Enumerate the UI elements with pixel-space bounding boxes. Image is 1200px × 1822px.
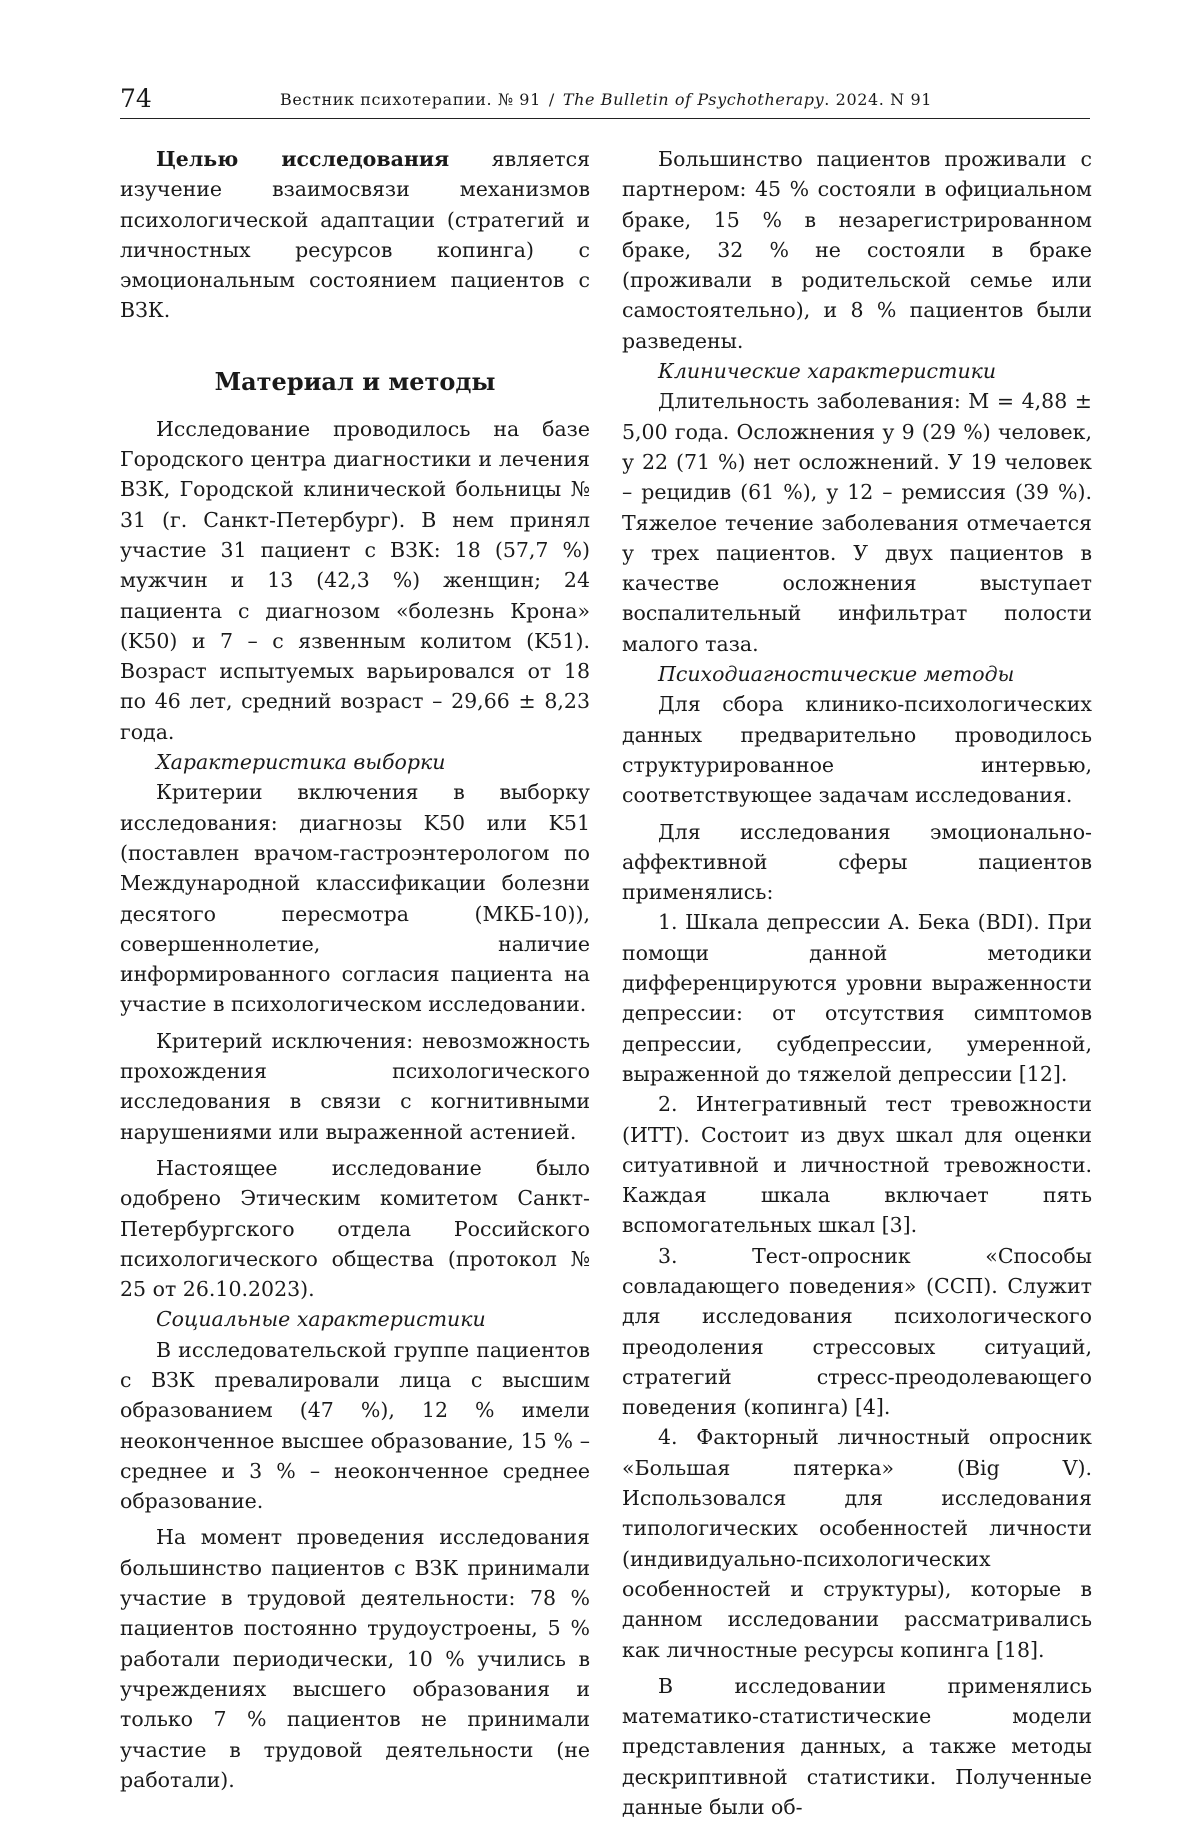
subheading-social: Социальные характеристики	[156, 1307, 486, 1332]
method-big-five: 4. Факторный личностный опросник «Большая пятерка» (Big V). Использовался для исследования типологических особенностей личности (индивидуально-психологических особенностей и структуры), которые в данном исследовании рассматривались как личностные ресурсы копинга [18].	[622, 1425, 1092, 1662]
paragraph-interview: Для сбора клинико-психологических данных предварительно проводилось структурированное интервью, соответствующее задачам исследования.	[622, 692, 1092, 808]
right-column	[622, 144, 1092, 1822]
method-bdi: 1. Шкала депрессии А. Бека (BDI). При помощи данной методики дифференцируются уровни выраженности депрессии: от отсутствия симптомов депрессии, субдепрессии, умеренной, выраженной до тяжелой депрессии [12].	[622, 910, 1092, 1086]
paragraph-employment: На момент проведения исследования большинство пациентов с ВЗК принимали участие в трудовой деятельности: 78 % пациентов постоянно трудоустроены, 5 % работали периодически, 10 % учились в учреждениях высшего образования и только 7 % пациентов не принимали участие в трудовой деятельности (не работали).	[120, 1525, 590, 1792]
paragraph-statistics: В исследовании применялись математико-статистические модели представления данных, а также методы дескриптивной статистики. Полученные данные были об-	[622, 1673, 1092, 1820]
page-number: 74	[120, 84, 152, 113]
journal-title-ru: Вестник психотерапии. № 91	[280, 90, 541, 109]
method-ssp: 3. Тест-опросник «Способы совладающего поведения» (ССП). Служит для исследования психологического преодоления стрессовых ситуаций, стратегий стресс-преодолевающего поведения (копинга) [4].	[622, 1243, 1092, 1420]
paragraph-inclusion: Критерии включения в выборку исследования: диагнозы K50 или K51 (поставлен врачом-гастроэнтерологом по Международной классификации болезни десятого пересмотра (МКБ-10)), совершеннолетие, наличие информированного согласия пациента на участие в психологическом исследовании.	[120, 780, 590, 1017]
page-header	[120, 84, 1090, 119]
running-head	[280, 90, 932, 110]
journal-title-en: The Bulletin of Psychotherapy	[562, 90, 825, 109]
subheading-sample: Характеристика выборки	[156, 750, 446, 775]
paragraph-exclusion: Критерий исключения: невозможность прохождения психологического исследования в связи с когнитивными нарушениями или выраженной астенией.	[120, 1028, 590, 1144]
paragraph-clinical: Длительность заболевания: M = 4,88 ± 5,00 года. Осложнения у 9 (29 %) человек, у 22 (71 %) нет осложнений. У 19 человек – рецидив (61 %), у 12 – ремиссия (39 %). Тяжелое течение заболевания отмечается у трех пациентов. У двух пациентов в качестве осложнения выступает воспалительный инфильтрат полости малого таза.	[622, 389, 1092, 656]
aim-lead: Целью исследования	[156, 147, 450, 171]
subheading-psychodiagnostic: Психодиагностические методы	[658, 662, 1015, 687]
subheading-clinical: Клинические характеристики	[658, 359, 997, 384]
section-heading-methods: Материал и методы	[214, 366, 496, 396]
paragraph-emotional-methods: Для исследования эмоционально-аффективной сферы пациентов применялись:	[622, 819, 1092, 905]
paragraph-education: В исследовательской группе пациентов с ВЗК превалировали лица с высшим образованием (47 %), 12 % имели неоконченное высшее образование, 15 % – среднее и 3 % – неоконченное среднее образование.	[120, 1337, 590, 1514]
title-separator: /	[548, 90, 555, 109]
aim-paragraph	[120, 144, 590, 326]
method-itt: 2. Интегративный тест тревожности (ИТТ). Состоит из двух шкал для оценки ситуативной и личностной тревожности. Каждая шкала включает пять вспомогательных шкал [3].	[622, 1092, 1092, 1238]
paragraph-partner: Большинство пациентов проживали с партнером: 45 % состояли в официальном браке, 15 % в незарегистрированном браке, 32 % не состояли в браке (проживали в родительской семье или самостоятельно), и 8 % пациентов были разведены.	[622, 147, 1092, 353]
aim-text: является изучение взаимосвязи механизмов психологической адаптации (стратегий и личностных ресурсов копинга) с эмоциональным состоянием пациентов с ВЗК.	[120, 147, 590, 323]
journal-issue: . 2024. N 91	[824, 90, 933, 109]
paragraph-study-base: Исследование проводилось на базе Городского центра диагностики и лечения ВЗК, Городской клинической больницы № 31 (г. Санкт-Петербург). В нем принял участие 31 пациент с ВЗК: 18 (57,7 %) мужчин и 13 (42,3 %) женщин; 24 пациента с диагнозом «болезнь Крона» (K50) и 7 – с язвенным колитом (K51). Возраст испытуемых варьировался от 18 по 46 лет, средний возраст – 29,66 ± 8,23 года.	[120, 416, 590, 744]
left-column	[120, 144, 590, 1795]
paragraph-ethics: Настоящее исследование было одобрено Этическим комитетом Санкт-Петербургского отдела Российского психологического общества (протокол № 25 от 26.10.2023).	[120, 1155, 590, 1302]
